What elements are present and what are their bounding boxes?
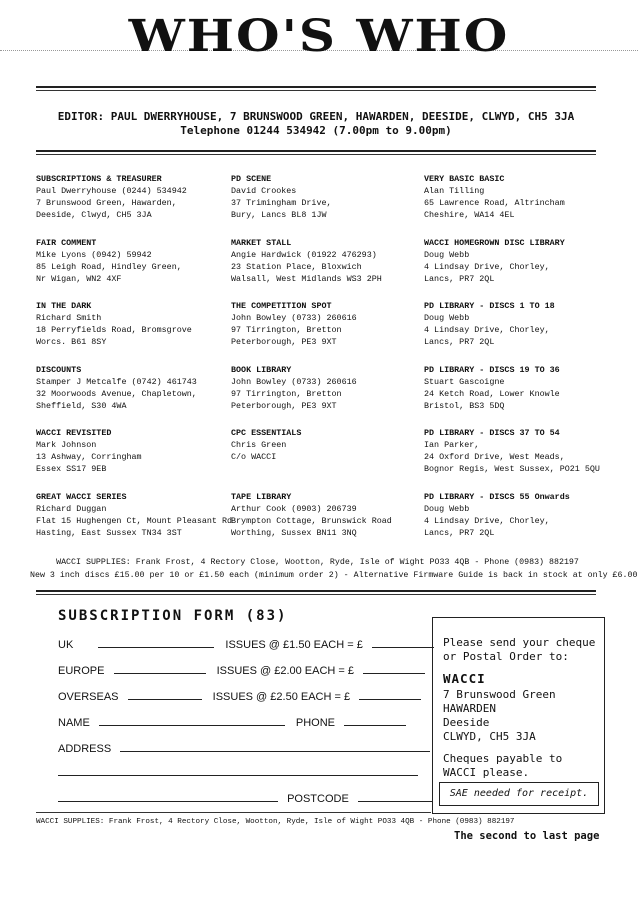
contact-line: Cheshire, WA14 4EL [424, 210, 515, 220]
contact-line: C/o WACCI [231, 452, 277, 462]
payee-address-line: CLWYD, CH5 3JA [443, 730, 536, 743]
contact-line: Hasting, East Sussex TN34 3ST [36, 527, 182, 538]
discs-offer-line: New 3 inch discs £15.00 per 10 or £1.50 each (minimum order 2) - Alternative Firmware Guide is back in stock at only £6.00 [30, 571, 638, 580]
contact-block [231, 300, 426, 348]
contact-line: 7 Brunswood Green, Hawarden, [36, 198, 177, 208]
name-field[interactable] [99, 714, 285, 726]
form-bottom-rule [36, 812, 431, 813]
europe-rate-label: ISSUES @ £2.00 EACH = £ [216, 665, 355, 677]
contact-role: CPC ESSENTIALS [231, 428, 302, 438]
payee-address-line: Deeside [443, 716, 490, 729]
payee-org: WACCI [443, 671, 486, 686]
form-rule-thin [36, 594, 596, 595]
contact-role: PD LIBRARY - DISCS 37 TO 54 [424, 428, 560, 438]
contact-line: Lancs, PR7 2QL [424, 527, 495, 538]
contact-line: 97 Tirrington, Bretton [231, 325, 342, 335]
masthead-title: WHO'S WHO [128, 9, 510, 62]
contact-line: Stuart Gascoigne [424, 376, 505, 387]
contact-role: TAPE LIBRARY [231, 491, 292, 502]
contact-line: Lancs, PR7 2QL [424, 337, 495, 347]
payment-instruction-line: or Postal Order to: [443, 650, 569, 663]
contact-role: SUBSCRIPTIONS & TREASURER [36, 174, 162, 184]
contact-role: BOOK LIBRARY [231, 364, 292, 375]
contact-role: PD LIBRARY - DISCS 19 TO 36 [424, 364, 560, 375]
address-field-3[interactable] [58, 790, 278, 802]
contact-line: Alan Tilling [424, 186, 485, 196]
postcode-field[interactable] [358, 790, 432, 802]
section-rule [36, 150, 596, 152]
contact-line: 13 Ashway, Corringham [36, 452, 142, 462]
contact-role: MARKET STALL [231, 237, 292, 248]
contact-line: 23 Station Place, Bloxwich [231, 261, 362, 272]
masthead-rule [36, 86, 596, 88]
uk-issues-field[interactable] [98, 636, 214, 648]
masthead-rule-thin [36, 90, 596, 91]
supplies-line: WACCI SUPPLIES: Frank Frost, 4 Rectory Close, Wootton, Ryde, Isle of Wight PO33 4QB - Phone (0983) 882197 [56, 558, 579, 567]
contact-role: VERY BASIC BASIC [424, 174, 505, 184]
overseas-label: OVERSEAS [58, 691, 119, 703]
overseas-total-field[interactable] [359, 688, 421, 700]
contact-line: Peterborough, PE3 9XT [231, 337, 337, 347]
cheques-payable-line: Cheques payable to [443, 752, 563, 765]
phone-field[interactable] [344, 714, 406, 726]
overseas-issues-field[interactable] [128, 688, 202, 700]
contact-role: PD SCENE [231, 174, 272, 184]
contact-line: Arthur Cook (0903) 206739 [231, 503, 357, 514]
contact-block [231, 237, 426, 285]
payee-address-line: HAWARDEN [443, 702, 496, 715]
contact-line: Chris Green [231, 440, 287, 450]
contact-block [36, 237, 231, 285]
contact-line: Doug Webb [424, 503, 470, 514]
contact-block [424, 427, 619, 475]
contact-line: Doug Webb [424, 249, 470, 260]
address-field-1[interactable] [120, 740, 430, 752]
form-rule [36, 590, 596, 592]
contact-line: Deeside, Clwyd, CH5 3JA [36, 210, 152, 220]
contact-line: 4 Lindsay Drive, Chorley, [424, 325, 550, 335]
phone-label: PHONE [295, 717, 336, 729]
payment-instructions-box [432, 617, 605, 814]
editor-telephone: Telephone 01244 534942 (7.00pm to 9.00pm) [180, 124, 452, 137]
contact-line: 97 Tirrington, Bretton [231, 388, 342, 399]
contact-line: Richard Duggan [36, 503, 107, 514]
contact-line: Bury, Lancs BL8 1JW [231, 210, 327, 220]
contact-line: Paul Dwerryhouse (0244) 534942 [36, 186, 187, 196]
contact-block [424, 364, 619, 412]
uk-rate-label: ISSUES @ £1.50 EACH = £ [225, 639, 363, 651]
contact-line: Worcs. B61 8SY [36, 337, 107, 347]
footer-supplies-line: WACCI SUPPLIES: Frank Frost, 4 Rectory Close, Wootton, Ryde, Isle of Wight PO33 4QB - Phone (0983) 882197 [36, 818, 515, 826]
uk-label: UK [58, 639, 74, 651]
sae-note: SAE needed for receipt. [439, 782, 599, 806]
contact-role: WACCI REVISITED [36, 428, 112, 438]
contact-line: 65 Lawrence Road, Altrincham [424, 198, 565, 208]
contact-line: Peterborough, PE3 9XT [231, 400, 337, 411]
editor-block [36, 110, 596, 138]
contact-line: 32 Moorwoods Avenue, Chapletown, [36, 388, 197, 399]
contact-line: 37 Trimingham Drive, [231, 198, 332, 208]
contact-block [424, 237, 619, 285]
contact-block [424, 300, 619, 348]
contact-line: David Crookes [231, 186, 297, 196]
supplies-note [30, 556, 638, 582]
contact-block [36, 491, 231, 539]
contact-line: Bognor Regis, West Sussex, PO21 5QU [424, 464, 600, 474]
contact-block [231, 364, 426, 412]
contact-line: Ian Parker, [424, 440, 480, 450]
address-label: ADDRESS [58, 743, 112, 755]
section-rule-thin [36, 154, 596, 155]
contact-block [231, 173, 426, 221]
contact-line: Mike Lyons (0942) 59942 [36, 249, 152, 260]
contact-role: THE COMPETITION SPOT [231, 301, 332, 311]
contact-line: Nr Wigan, WN2 4XF [36, 273, 122, 284]
contacts-column-2 [231, 173, 426, 554]
uk-total-field[interactable] [372, 636, 434, 648]
europe-total-field[interactable] [363, 662, 425, 674]
contact-block [36, 173, 231, 221]
contact-line: John Bowley (0733) 260616 [231, 376, 357, 387]
contact-role: PD LIBRARY - DISCS 55 Onwards [424, 491, 570, 502]
contact-line: Lancs, PR7 2QL [424, 273, 495, 284]
contact-block [36, 300, 231, 348]
europe-label: EUROPE [58, 665, 105, 677]
payment-instruction-line: Please send your cheque [443, 636, 596, 649]
contact-line: Angie Hardwick (01922 476293) [231, 249, 377, 260]
contact-line: Richard Smith [36, 313, 102, 323]
contact-role: GREAT WACCI SERIES [36, 491, 127, 502]
contact-line: 18 Perryfields Road, Bromsgrove [36, 325, 192, 335]
contact-block [36, 364, 231, 412]
contact-line: Brympton Cottage, Brunswick Road [231, 515, 392, 526]
contact-line: Flat 15 Hughengen Ct, Mount Pleasant Rd [36, 515, 233, 526]
contact-role: WACCI HOMEGROWN DISC LIBRARY [424, 237, 565, 248]
contact-line: Bristol, BS3 5DQ [424, 400, 505, 411]
contact-line: 85 Leigh Road, Hindley Green, [36, 261, 182, 272]
contact-block [36, 427, 231, 475]
overseas-rate-label: ISSUES @ £2.50 EACH = £ [212, 691, 351, 703]
contact-line: John Bowley (0733) 260616 [231, 313, 357, 323]
payee-address-line: 7 Brunswood Green [443, 688, 556, 701]
contact-line: Stamper J Metcalfe (0742) 461743 [36, 376, 197, 387]
address-field-2[interactable] [58, 764, 418, 776]
name-label: NAME [58, 717, 90, 729]
contacts-column-3 [424, 173, 619, 554]
contact-line: Worthing, Sussex BN11 3NQ [231, 527, 357, 538]
cheques-payable-line: WACCI please. [443, 766, 530, 779]
contact-line: 4 Lindsay Drive, Chorley, [424, 261, 550, 272]
contact-role: PD LIBRARY - DISCS 1 TO 18 [424, 301, 555, 311]
editor-address: EDITOR: PAUL DWERRYHOUSE, 7 BRUNSWOOD GREEN, HAWARDEN, DEESIDE, CLWYD, CH5 3JA [57, 110, 575, 123]
subscription-form-title: SUBSCRIPTION FORM (83) [58, 608, 288, 624]
contact-line: Doug Webb [424, 313, 470, 323]
contact-block [424, 173, 619, 221]
postcode-label: POSTCODE [287, 793, 349, 805]
contact-line: 24 Ketch Road, Lower Knowle [424, 388, 560, 399]
europe-issues-field[interactable] [114, 662, 206, 674]
contact-line: Walsall, West Midlands WS3 2PH [231, 273, 382, 284]
contact-line: Sheffield, S30 4WA [36, 400, 127, 411]
contact-line: Mark Johnson [36, 440, 97, 450]
contact-line: 4 Lindsay Drive, Chorley, [424, 515, 550, 526]
contact-line: Essex SS17 9EB [36, 464, 107, 474]
page-footer: The second to last page [454, 830, 600, 842]
contact-role: IN THE DARK [36, 301, 92, 311]
contact-role: DISCOUNTS [36, 364, 82, 375]
contact-line: 24 Oxford Drive, West Meads, [424, 452, 565, 462]
contacts-column-1 [36, 173, 231, 554]
contact-block [231, 427, 426, 475]
contact-block [231, 491, 426, 539]
contact-role: FAIR COMMENT [36, 237, 97, 248]
contact-block [424, 491, 619, 539]
